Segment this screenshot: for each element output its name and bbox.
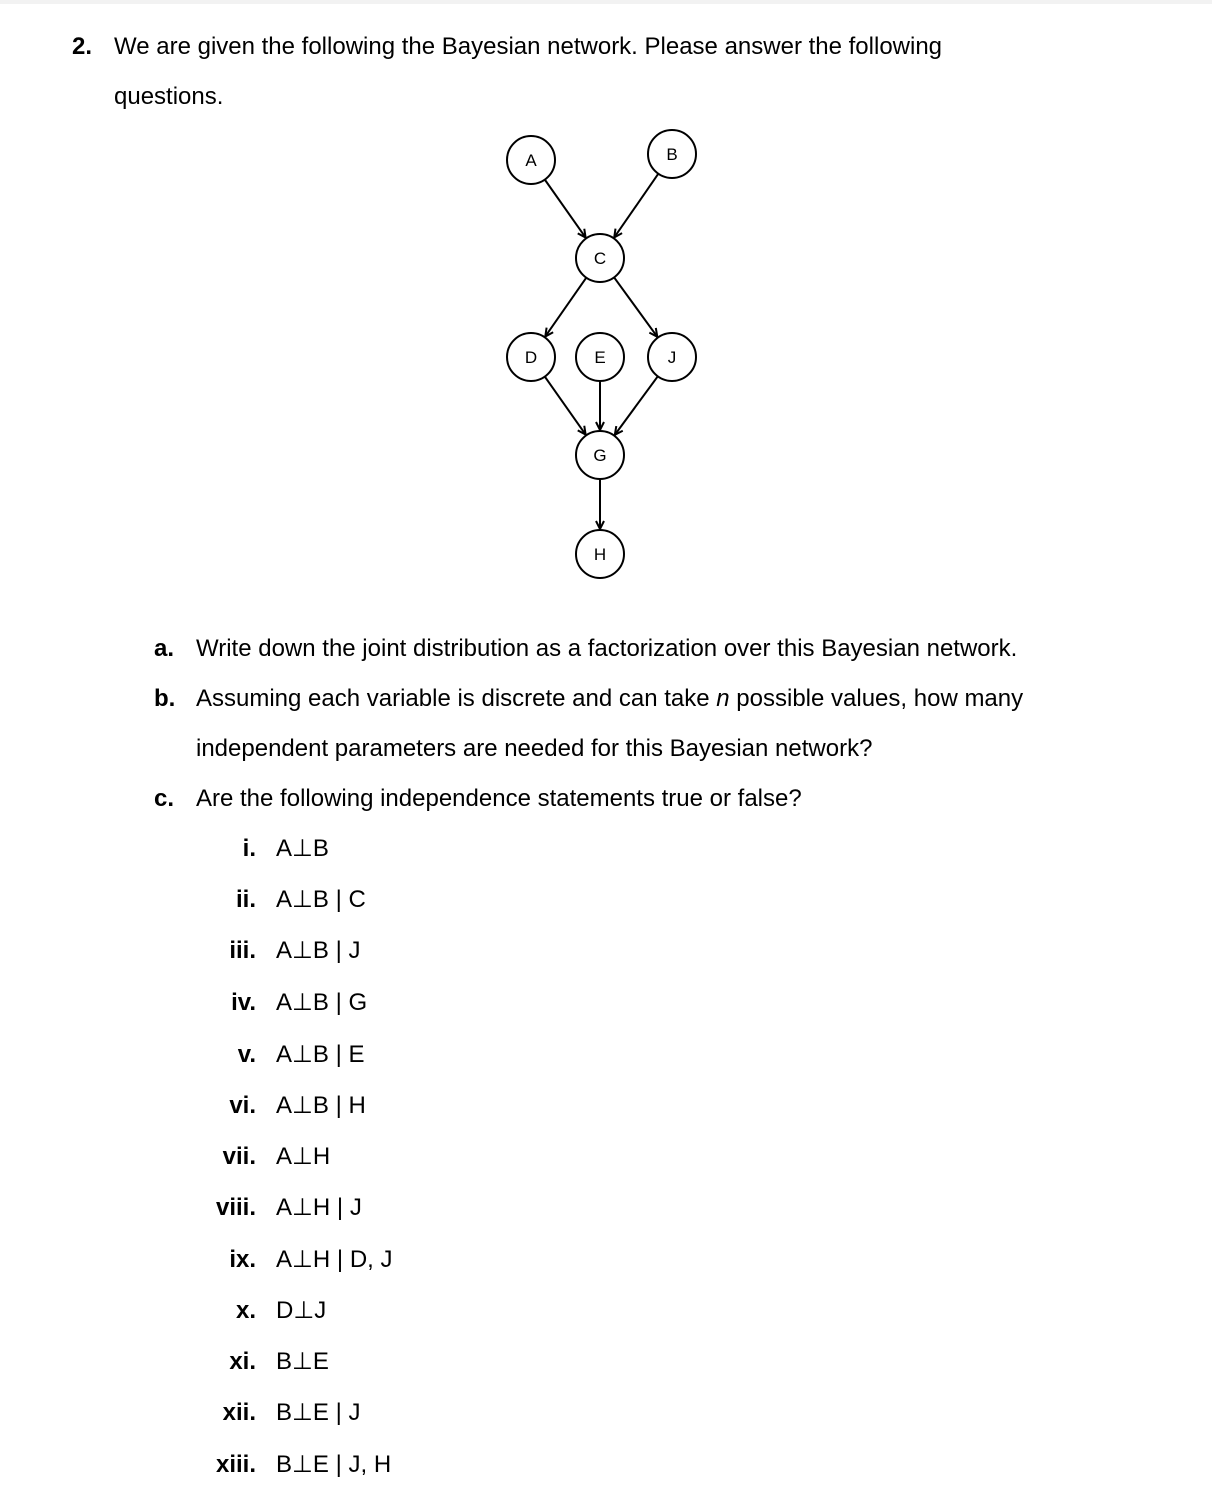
node-h: [576, 530, 624, 578]
statement-text: A⊥B | G: [276, 989, 368, 1016]
top-rule: [0, 0, 1212, 4]
node-label: D: [524, 348, 538, 367]
part-c-marker: c.: [154, 785, 175, 812]
part-b-variable-n: n: [716, 685, 730, 712]
statement-numeral: vii.: [222, 1143, 256, 1170]
statement-text: A⊥B | C: [276, 886, 366, 913]
edge-d-to-g: [545, 377, 586, 435]
node-c: [576, 234, 624, 282]
statement-numeral: x.: [235, 1297, 256, 1324]
question-text-line2: questions.: [114, 83, 224, 110]
part-b-marker: b.: [154, 685, 176, 712]
statement-numeral: iv.: [231, 989, 256, 1016]
part-a-marker: a.: [154, 635, 175, 662]
statement-numeral: ix.: [229, 1246, 256, 1273]
question-number: 2.: [72, 33, 93, 60]
node-d: [507, 333, 555, 381]
edge-c-to-j: [614, 277, 657, 336]
edge-a-to-c: [545, 180, 586, 238]
statement-text: A⊥H | D, J: [276, 1246, 393, 1273]
node-b: [648, 130, 696, 178]
node-label: J: [667, 348, 677, 367]
statement-text: A⊥B: [276, 835, 329, 862]
node-j: [648, 333, 696, 381]
question-text-line1: We are given the following the Bayesian network. Please answer the following: [114, 33, 943, 60]
statement-numeral: viii.: [215, 1194, 256, 1221]
part-a-text: Write down the joint distribution as a factorization over this Bayesian network.: [196, 635, 1018, 662]
part-b-text-line2: independent parameters are needed for this Bayesian network?: [196, 735, 873, 762]
node-e: [576, 333, 624, 381]
statement-text: A⊥B | E: [276, 1041, 365, 1068]
bayesian-network-diagram: [490, 120, 720, 590]
statement-numeral: vi.: [229, 1092, 256, 1119]
node-g: [576, 431, 624, 479]
edge-c-to-d: [545, 278, 586, 337]
edge-b-to-c: [614, 174, 658, 238]
statement-numeral: v.: [237, 1041, 256, 1068]
statement-numeral: xiii.: [215, 1451, 256, 1478]
statement-numeral: i.: [242, 835, 256, 862]
part-c-text: Are the following independence statements true or false?: [196, 785, 802, 812]
node-label: B: [666, 145, 678, 164]
nodes-layer: [507, 130, 696, 578]
statement-numeral: xii.: [222, 1399, 256, 1426]
node-label: A: [525, 151, 537, 170]
statement-text: B⊥E: [276, 1348, 329, 1375]
node-label: E: [594, 348, 606, 367]
part-b-text-before: Assuming each variable is discrete and can take: [196, 685, 717, 712]
node-label: C: [593, 249, 607, 268]
statement-numeral: xi.: [229, 1348, 256, 1375]
statement-text: A⊥B | J: [276, 937, 361, 964]
part-b-text-line1: [196, 684, 1023, 714]
statement-numeral: ii.: [235, 886, 256, 913]
statement-text: A⊥H | J: [276, 1194, 362, 1221]
statement-text: B⊥E | J: [276, 1399, 361, 1426]
statement-text: A⊥B | H: [276, 1092, 366, 1119]
node-label: G: [593, 446, 607, 465]
node-a: [507, 136, 555, 184]
statement-numeral: iii.: [229, 937, 256, 964]
node-label: H: [593, 545, 607, 564]
statement-text: D⊥J: [276, 1297, 327, 1324]
edge-j-to-g: [615, 376, 658, 435]
statement-text: B⊥E | J, H: [276, 1451, 392, 1478]
statement-text: A⊥H: [276, 1143, 331, 1170]
part-b-text-after: possible values, how many: [729, 685, 1024, 712]
